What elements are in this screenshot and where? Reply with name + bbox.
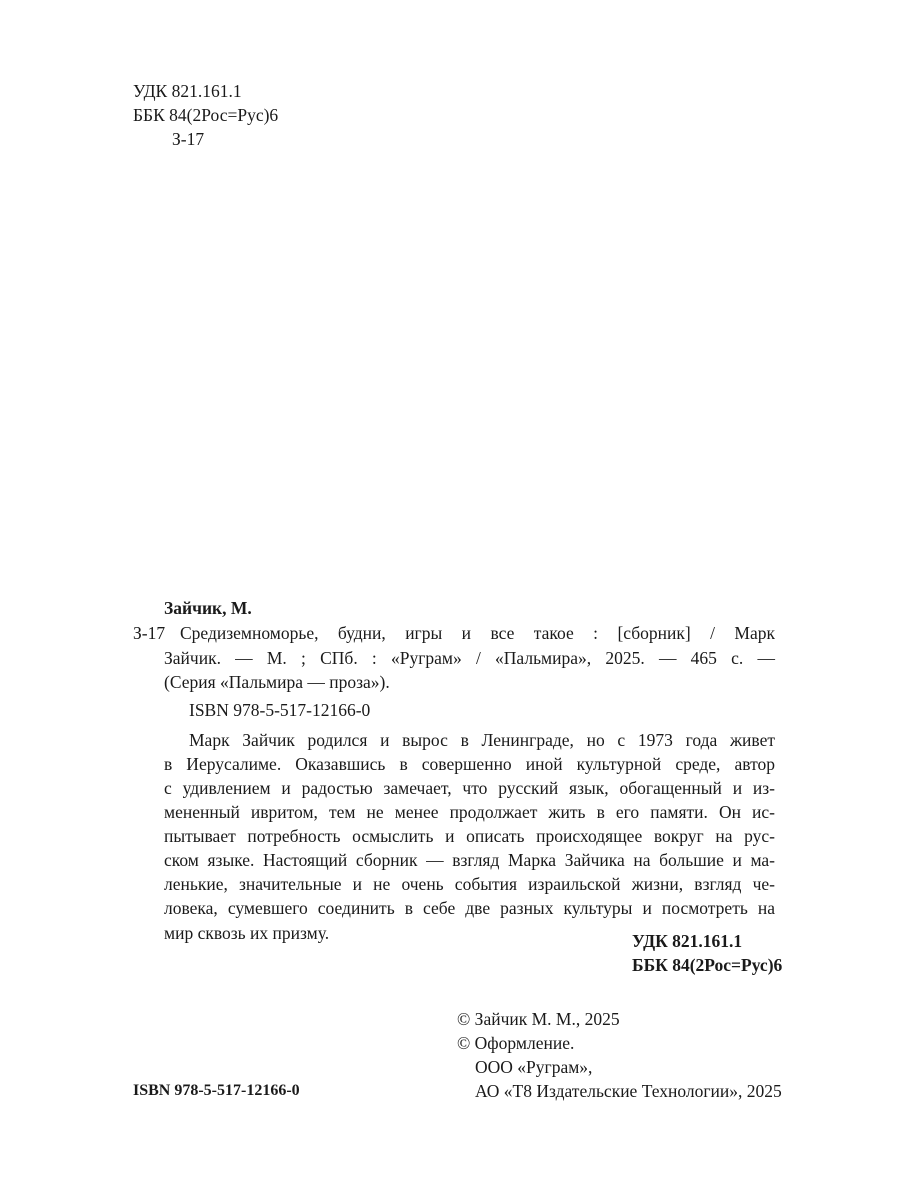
annotation-line: с удивлением и радостью замечает, что русский язык, обогащенный и из- (164, 778, 775, 798)
annotation-line: пытывает потребность осмыслить и описать происходящее вокруг на рус- (164, 826, 775, 846)
annotation-line: ленькие, значительные и не очень события израильской жизни, взгляд че- (164, 874, 775, 894)
annotation-line: Марк Зайчик родился и вырос в Ленинграде, но с 1973 года живет (189, 730, 775, 750)
copyright-line: © Зайчик М. М., 2025 (457, 1009, 620, 1029)
annotation-line: в Иерусалиме. Оказавшись в совершенно иной культурной среде, автор (164, 754, 775, 774)
annotation-line: ловека, сумевшего соединить в себе две разных культуры и посмотреть на (164, 898, 775, 918)
card-author-mark: З-17 (133, 623, 166, 643)
card-description-line: (Серия «Пальмира — проза»). (164, 672, 390, 692)
annotation-line: мененный ивритом, тем не менее продолжает жить в его памяти. Он ис- (164, 802, 775, 822)
card-bbk: ББК 84(2Рос=Рус)6 (632, 955, 783, 975)
top-author-mark: З-17 (172, 129, 205, 149)
annotation-line: мир сквозь их призму. (164, 923, 330, 943)
card-author: Зайчик, М. (164, 598, 252, 618)
annotation-line: ском языке. Настоящий сборник — взгляд Марка Зайчика на большие и ма- (164, 850, 775, 870)
top-bbk: ББК 84(2Рос=Рус)6 (133, 105, 279, 125)
card-isbn: ISBN 978-5-517-12166-0 (189, 700, 371, 720)
copyright-line: АО «Т8 Издательские Технологии», 2025 (475, 1081, 782, 1101)
footer-isbn: ISBN 978-5-517-12166-0 (133, 1082, 300, 1099)
top-udk: УДК 821.161.1 (133, 81, 242, 101)
copyright-line: ООО «Руграм», (475, 1057, 593, 1077)
copyright-line: © Оформление. (457, 1033, 575, 1053)
card-description-line: Зайчик. — М. ; СПб. : «Руграм» / «Пальмира», 2025. — 465 с. — (164, 648, 775, 668)
card-udk: УДК 821.161.1 (632, 931, 743, 951)
card-description-line: Средиземноморье, будни, игры и все такое : [сборник] / Марк (180, 623, 775, 643)
